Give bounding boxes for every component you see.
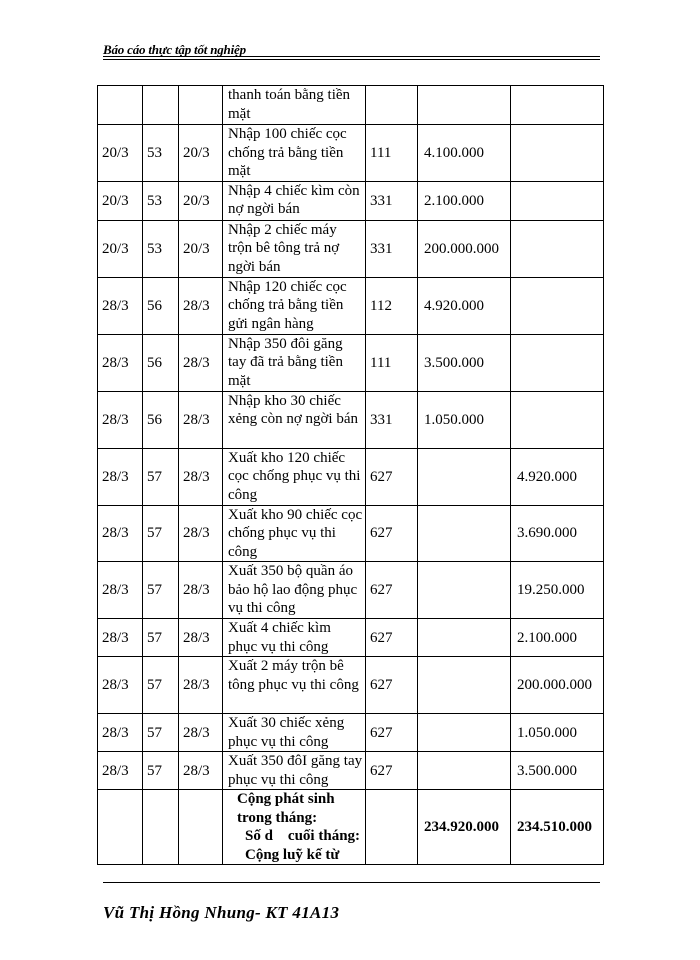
table-row	[98, 752, 604, 790]
cell-description: Xuất kho 120 chiếc cọc chống phục vụ thi công	[223, 448, 366, 505]
cell-account: 331	[366, 391, 418, 448]
cell-credit	[511, 334, 604, 391]
cell-empty	[143, 790, 179, 865]
cell-description: Nhập 120 chiếc cọc chống trả bằng tiền gửi ngân hàng	[223, 277, 366, 334]
cell-account: 331	[366, 181, 418, 220]
cell-debit	[418, 657, 511, 714]
cell-debit	[418, 619, 511, 657]
cell-date: 28/3	[98, 505, 143, 562]
table-row	[98, 505, 604, 562]
cell-debit	[418, 714, 511, 752]
footer-author: Vũ Thị Hồng Nhung- KT 41A13	[103, 903, 340, 922]
table-row	[98, 220, 604, 277]
total-line-cumulative: Cộng luỹ kế từ	[245, 846, 340, 863]
cell-credit: 19.250.000	[511, 562, 604, 619]
cell-doc-date: 28/3	[179, 657, 223, 714]
cell-date: 28/3	[98, 391, 143, 448]
cell-description: Xuất 4 chiếc kìm phục vụ thi công	[223, 619, 366, 657]
cell-date: 20/3	[98, 125, 143, 182]
cell-debit: 200.000.000	[418, 220, 511, 277]
cell-date: 28/3	[98, 562, 143, 619]
table-row	[98, 562, 604, 619]
cell-account: 111	[366, 334, 418, 391]
cell-doc-date: 20/3	[179, 125, 223, 182]
table-row	[98, 619, 604, 657]
cell-debit	[418, 562, 511, 619]
cell-doc-date: 20/3	[179, 220, 223, 277]
cell-debit	[418, 505, 511, 562]
cell-account: 112	[366, 277, 418, 334]
cell-account: 627	[366, 505, 418, 562]
cell-debit: 3.500.000	[418, 334, 511, 391]
cell-debit: 1.050.000	[418, 391, 511, 448]
cell-doc-number: 56	[143, 277, 179, 334]
cell-debit	[418, 752, 511, 790]
cell-date: 28/3	[98, 752, 143, 790]
table-row	[98, 277, 604, 334]
cell-date: 28/3	[98, 714, 143, 752]
cell-doc-date: 28/3	[179, 334, 223, 391]
cell-description: Nhập kho 30 chiếc xẻng còn nợ ngời bán	[223, 391, 366, 448]
cell-credit: 3.500.000	[511, 752, 604, 790]
cell-debit: 4.100.000	[418, 125, 511, 182]
cell-doc-number: 57	[143, 752, 179, 790]
cell-doc-date: 28/3	[179, 714, 223, 752]
table-row	[98, 657, 604, 714]
cell-credit	[511, 181, 604, 220]
cell-date: 28/3	[98, 448, 143, 505]
cell-credit	[511, 220, 604, 277]
cell-credit	[511, 391, 604, 448]
table-row	[98, 391, 604, 448]
cell-doc-date: 28/3	[179, 752, 223, 790]
cell-account: 331	[366, 220, 418, 277]
cell-doc-number	[143, 86, 179, 125]
cell-credit: 3.690.000	[511, 505, 604, 562]
cell-doc-number: 57	[143, 714, 179, 752]
cell-doc-number: 53	[143, 220, 179, 277]
cell-debit	[418, 448, 511, 505]
cell-description: Nhập 100 chiếc cọc chống trả bằng tiền mặt	[223, 125, 366, 182]
cell-doc-number: 57	[143, 619, 179, 657]
cell-doc-date: 28/3	[179, 562, 223, 619]
header-rule-double	[103, 59, 600, 60]
cell-account: 627	[366, 752, 418, 790]
cell-description: Nhập 350 đôi găng tay đã trả bằng tiền mặt	[223, 334, 366, 391]
cell-credit: 200.000.000	[511, 657, 604, 714]
cell-account	[366, 86, 418, 125]
cell-description: thanh toán bằng tiền mặt	[223, 86, 366, 125]
cell-credit	[511, 125, 604, 182]
cell-description: Xuất 2 máy trộn bê tông phục vụ thi công	[223, 657, 366, 714]
ledger-table	[97, 85, 604, 865]
cell-credit: 1.050.000	[511, 714, 604, 752]
cell-doc-date: 28/3	[179, 505, 223, 562]
ledger-body	[98, 86, 604, 865]
total-line-balance: Số d cuối tháng:	[245, 828, 361, 844]
cell-debit	[418, 86, 511, 125]
cell-description: Xuất 30 chiếc xẻng phục vụ thi công	[223, 714, 366, 752]
table-row	[98, 448, 604, 505]
table-row	[98, 181, 604, 220]
page-header-title: Báo cáo thực tập tốt nghiệp	[103, 42, 246, 57]
cell-debit: 2.100.000	[418, 181, 511, 220]
cell-doc-number: 56	[143, 391, 179, 448]
table-row	[98, 334, 604, 391]
cell-debit: 4.920.000	[418, 277, 511, 334]
total-line-arising: Cộng phát sinh trong tháng:	[237, 791, 335, 826]
cell-credit: 2.100.000	[511, 619, 604, 657]
cell-date: 20/3	[98, 220, 143, 277]
cell-doc-number: 57	[143, 505, 179, 562]
cell-date: 20/3	[98, 181, 143, 220]
total-row	[98, 790, 604, 865]
cell-account: 627	[366, 657, 418, 714]
cell-doc-number: 56	[143, 334, 179, 391]
cell-doc-number: 57	[143, 657, 179, 714]
header-rule	[103, 56, 600, 57]
footer-rule	[103, 882, 600, 883]
cell-description: Xuất 350 đôI găng tay phục vụ thi công	[223, 752, 366, 790]
cell-date: 28/3	[98, 619, 143, 657]
cell-empty	[98, 790, 143, 865]
cell-credit: 4.920.000	[511, 448, 604, 505]
total-description	[223, 790, 366, 865]
cell-doc-date: 28/3	[179, 277, 223, 334]
cell-description: Nhập 2 chiếc máy trộn bê tông trả nợ ngời bán	[223, 220, 366, 277]
cell-account: 627	[366, 562, 418, 619]
cell-description: Nhập 4 chiếc kìm còn nợ ngời bán	[223, 181, 366, 220]
cell-doc-date: 28/3	[179, 391, 223, 448]
cell-doc-date: 28/3	[179, 448, 223, 505]
cell-doc-date	[179, 86, 223, 125]
table-row	[98, 86, 604, 125]
table-row	[98, 125, 604, 182]
cell-date: 28/3	[98, 334, 143, 391]
cell-credit	[511, 86, 604, 125]
cell-account: 627	[366, 448, 418, 505]
cell-account: 627	[366, 714, 418, 752]
total-credit: 234.510.000	[511, 790, 604, 865]
cell-doc-number: 53	[143, 125, 179, 182]
cell-doc-number: 57	[143, 562, 179, 619]
total-debit: 234.920.000	[418, 790, 511, 865]
cell-date	[98, 86, 143, 125]
cell-date: 28/3	[98, 657, 143, 714]
table-row	[98, 714, 604, 752]
cell-doc-number: 53	[143, 181, 179, 220]
cell-account: 627	[366, 619, 418, 657]
cell-description: Xuất kho 90 chiếc cọc chống phục vụ thi công	[223, 505, 366, 562]
cell-doc-number: 57	[143, 448, 179, 505]
cell-credit	[511, 277, 604, 334]
cell-doc-date: 28/3	[179, 619, 223, 657]
cell-date: 28/3	[98, 277, 143, 334]
cell-doc-date: 20/3	[179, 181, 223, 220]
cell-account: 111	[366, 125, 418, 182]
cell-description: Xuất 350 bộ quần áo bảo hộ lao động phục vụ thi công	[223, 562, 366, 619]
cell-empty	[179, 790, 223, 865]
cell-empty	[366, 790, 418, 865]
